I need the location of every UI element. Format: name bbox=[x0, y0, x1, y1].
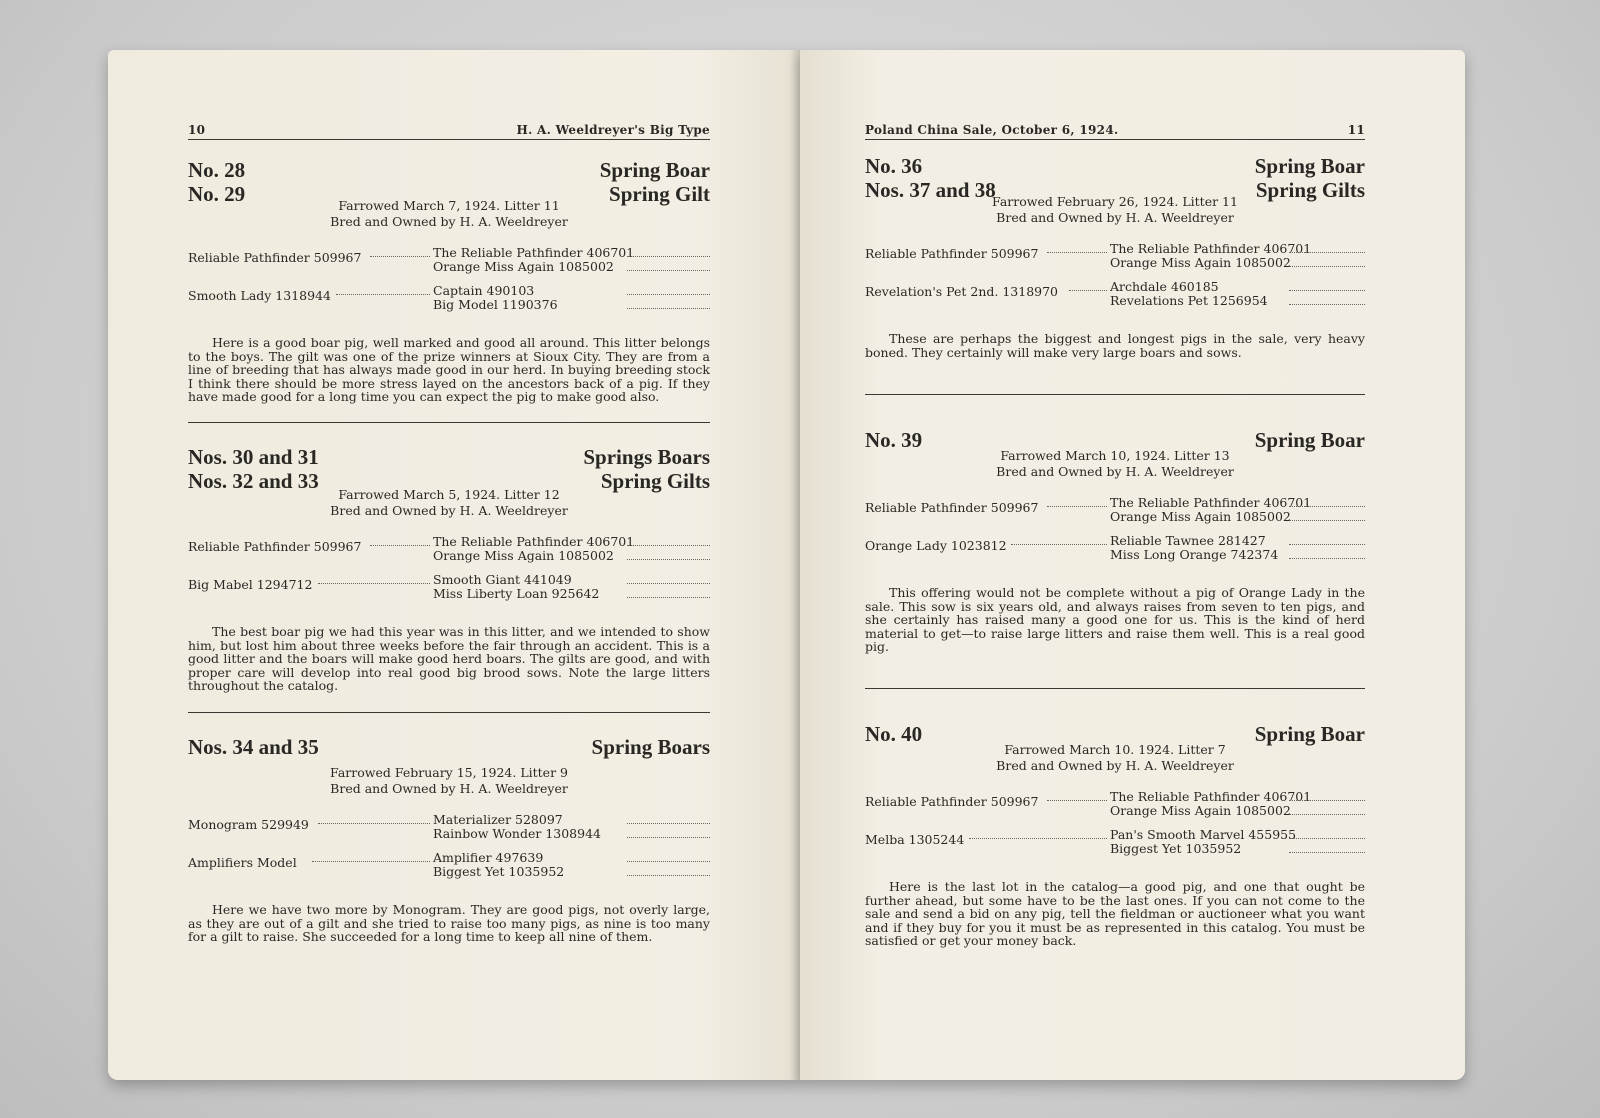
lot-description: Here is the last lot in the catalog—a good pig, and one that ought be further ahead, but some have to be the last ones. If you can not come to the sale and send a bid on any pig, tell the fieldman or auctioneer what you want and if they buy for you it must be as represented in this catalog. You must be satisfied or get your money back. bbox=[865, 879, 1365, 948]
page-number: 11 bbox=[1347, 123, 1365, 137]
lot-number: No. 39 bbox=[865, 428, 923, 452]
lot-number: Nos. 37 and 38 bbox=[865, 178, 996, 202]
dam-sire: Smooth Giant 441049 bbox=[433, 573, 710, 587]
lot-number: No. 36 bbox=[865, 154, 923, 178]
dam-sire: Amplifier 497639 bbox=[433, 851, 710, 865]
sire-dam: Orange Miss Again 1085002 bbox=[1110, 256, 1365, 270]
dam-dam: Revelations Pet 1256954 bbox=[1110, 294, 1365, 308]
dam-name: Melba 1305244 bbox=[865, 832, 965, 847]
lot-kind-line: Spring Gilts bbox=[1255, 178, 1365, 202]
pedigree-sire-row bbox=[865, 790, 1365, 826]
sire-sire: The Reliable Pathfinder 406701 bbox=[433, 535, 710, 549]
lot-entry bbox=[865, 722, 1365, 948]
pedigree-dam-row bbox=[865, 280, 1365, 316]
lot-kind bbox=[592, 735, 710, 759]
lot-entry bbox=[188, 445, 710, 693]
sire-dam: Orange Miss Again 1085002 bbox=[1110, 510, 1365, 524]
dam-dam: Miss Long Orange 742374 bbox=[1110, 548, 1365, 562]
sire-name: Reliable Pathfinder 509967 bbox=[865, 500, 1039, 515]
farrowed-line: Farrowed March 5, 1924. Litter 12 bbox=[338, 487, 560, 502]
farrowed-line: Farrowed March 10. 1924. Litter 7 bbox=[1004, 742, 1226, 757]
dam-sire: Captain 490103 bbox=[433, 284, 710, 298]
lot-description: The best boar pig we had this year was in this litter, and we intended to show him, but lost him about three weeks before the fair through an accident. This is a good litter and the boars will make good herd boars. The gilts are good, and with proper care will develop into real good big brood sows. Note the large litters throughout the catalog. bbox=[188, 624, 710, 693]
header-rule bbox=[188, 139, 710, 140]
section-rule bbox=[865, 688, 1365, 689]
lot-number: No. 40 bbox=[865, 722, 923, 746]
lot-number: Nos. 34 and 35 bbox=[188, 735, 319, 759]
pedigree bbox=[188, 535, 710, 609]
farrowed-line: Farrowed February 26, 1924. Litter 11 bbox=[992, 194, 1238, 209]
dam-name: Amplifiers Model bbox=[188, 855, 297, 870]
pedigree-sire-row bbox=[188, 813, 710, 849]
left-running-head bbox=[188, 123, 710, 139]
sire-sire: The Reliable Pathfinder 406701 bbox=[1110, 496, 1365, 510]
lot-number: Nos. 32 and 33 bbox=[188, 469, 319, 493]
dam-name: Revelation's Pet 2nd. 1318970 bbox=[865, 284, 1059, 299]
dam-dam: Big Model 1190376 bbox=[433, 298, 710, 312]
lot-numbers bbox=[865, 722, 922, 746]
bred-line: Bred and Owned by H. A. Weeldreyer bbox=[330, 503, 568, 518]
lot-kind bbox=[583, 445, 710, 493]
lot-kind bbox=[1255, 722, 1365, 746]
pedigree bbox=[188, 246, 710, 320]
sire-dam: Orange Miss Again 1085002 bbox=[433, 260, 710, 274]
lot-kind-line: Spring Boars bbox=[591, 735, 710, 759]
lot-numbers bbox=[188, 445, 319, 493]
running-title: H. A. Weeldreyer's Big Type bbox=[516, 123, 710, 137]
lot-entry bbox=[865, 154, 1365, 359]
sire-name: Monogram 529949 bbox=[188, 817, 309, 832]
bred-line: Bred and Owned by H. A. Weeldreyer bbox=[996, 758, 1234, 773]
bred-line: Bred and Owned by H. A. Weeldreyer bbox=[996, 210, 1234, 225]
lot-number: No. 28 bbox=[188, 158, 246, 182]
pedigree-sire-row bbox=[865, 242, 1365, 278]
bred-line: Bred and Owned by H. A. Weeldreyer bbox=[330, 214, 568, 229]
lot-number: No. 29 bbox=[188, 182, 246, 206]
sire-dam: Orange Miss Again 1085002 bbox=[1110, 804, 1365, 818]
lot-kind-line: Springs Boars bbox=[583, 445, 710, 469]
section-rule bbox=[188, 422, 710, 423]
farrowed-line: Farrowed March 7, 1924. Litter 11 bbox=[338, 198, 560, 213]
lot-entry bbox=[188, 158, 710, 404]
right-page bbox=[800, 50, 1465, 1080]
section-rule bbox=[188, 712, 710, 713]
dam-dam: Biggest Yet 1035952 bbox=[433, 865, 710, 879]
dam-name: Smooth Lady 1318944 bbox=[188, 288, 331, 303]
lot-kind-line: Spring Boar bbox=[1254, 154, 1365, 178]
pedigree-sire-row bbox=[865, 496, 1365, 532]
pedigree-sire-row bbox=[188, 246, 710, 282]
lot-description: Here we have two more by Monogram. They are good pigs, not overly large, as they are out of a gilt and she tried to raise too many pigs, as nine is too many for a gilt to raise. She succeeded for a long time to keep all nine of them. bbox=[188, 902, 710, 944]
dam-sire: Archdale 460185 bbox=[1110, 280, 1365, 294]
dam-sire: Pan's Smooth Marvel 455955 bbox=[1110, 828, 1365, 842]
lot-kind bbox=[1255, 154, 1365, 202]
sire-name: Reliable Pathfinder 509967 bbox=[188, 250, 362, 265]
lot-kind bbox=[600, 158, 710, 206]
sire-name: Reliable Pathfinder 509967 bbox=[865, 794, 1039, 809]
lot-description: These are perhaps the biggest and longest pigs in the sale, very heavy boned. They certainly will make very large boars and sows. bbox=[865, 331, 1365, 360]
sire-dam: Rainbow Wonder 1308944 bbox=[433, 827, 710, 841]
left-page bbox=[108, 50, 800, 1080]
running-title: Poland China Sale, October 6, 1924. bbox=[865, 123, 1119, 137]
sire-name: Reliable Pathfinder 509967 bbox=[188, 539, 362, 554]
lot-entry bbox=[188, 735, 710, 944]
pedigree-dam-row bbox=[188, 284, 710, 320]
pedigree bbox=[865, 242, 1365, 316]
pedigree-dam-row bbox=[188, 573, 710, 609]
pedigree-dam-row bbox=[865, 828, 1365, 864]
page-number: 10 bbox=[188, 123, 206, 137]
pedigree-dam-row bbox=[865, 534, 1365, 570]
section-rule bbox=[865, 394, 1365, 395]
sire-sire: The Reliable Pathfinder 406701 bbox=[1110, 242, 1365, 256]
dam-dam: Miss Liberty Loan 925642 bbox=[433, 587, 710, 601]
dam-sire: Reliable Tawnee 281427 bbox=[1110, 534, 1365, 548]
lot-description: This offering would not be complete without a pig of Orange Lady in the sale. This sow is six years old, and always raises from seven to ten pigs, and she certainly has raised many a good one for us. This is the kind of herd material to get—to raise large litters and raise them well. This is a real good pig. bbox=[865, 585, 1365, 654]
pedigree bbox=[865, 790, 1365, 864]
lot-kind-line: Spring Gilt bbox=[609, 182, 710, 206]
farrowed-line: Farrowed February 15, 1924. Litter 9 bbox=[330, 765, 568, 780]
lot-numbers bbox=[188, 735, 319, 759]
header-rule bbox=[865, 139, 1365, 140]
sire-sire: The Reliable Pathfinder 406701 bbox=[433, 246, 710, 260]
lot-entry bbox=[865, 428, 1365, 654]
pedigree bbox=[865, 496, 1365, 570]
bred-line: Bred and Owned by H. A. Weeldreyer bbox=[996, 464, 1234, 479]
lot-kind-line: Spring Boar bbox=[1254, 722, 1365, 746]
dam-dam: Biggest Yet 1035952 bbox=[1110, 842, 1365, 856]
lot-numbers bbox=[865, 428, 922, 452]
sire-name: Reliable Pathfinder 509967 bbox=[865, 246, 1039, 261]
dam-name: Big Mabel 1294712 bbox=[188, 577, 313, 592]
pedigree bbox=[188, 813, 710, 887]
pedigree-sire-row bbox=[188, 535, 710, 571]
lot-description: Here is a good boar pig, well marked and good all around. This litter belongs to the boys. The gilt was one of the prize winners at Sioux City. They are from a line of breeding that has always made good in our herd. In buying breeding stock I think there should be more stress layed on the ancestors back of a pig. If they have made good for a long time you can expect the pig to make good also. bbox=[188, 335, 710, 404]
sire-sire: Materializer 528097 bbox=[433, 813, 710, 827]
lot-kind-line: Spring Boar bbox=[599, 158, 710, 182]
dam-name: Orange Lady 1023812 bbox=[865, 538, 1007, 553]
lot-numbers bbox=[865, 154, 996, 202]
pedigree-dam-row bbox=[188, 851, 710, 887]
lot-kind-line: Spring Boar bbox=[1254, 428, 1365, 452]
lot-numbers bbox=[188, 158, 245, 206]
lot-number: Nos. 30 and 31 bbox=[188, 445, 319, 469]
lot-kind-line: Spring Gilts bbox=[600, 469, 710, 493]
lot-kind bbox=[1255, 428, 1365, 452]
farrowed-line: Farrowed March 10, 1924. Litter 13 bbox=[1000, 448, 1230, 463]
sire-sire: The Reliable Pathfinder 406701 bbox=[1110, 790, 1365, 804]
sire-dam: Orange Miss Again 1085002 bbox=[433, 549, 710, 563]
right-running-head bbox=[865, 123, 1365, 139]
bred-line: Bred and Owned by H. A. Weeldreyer bbox=[330, 781, 568, 796]
